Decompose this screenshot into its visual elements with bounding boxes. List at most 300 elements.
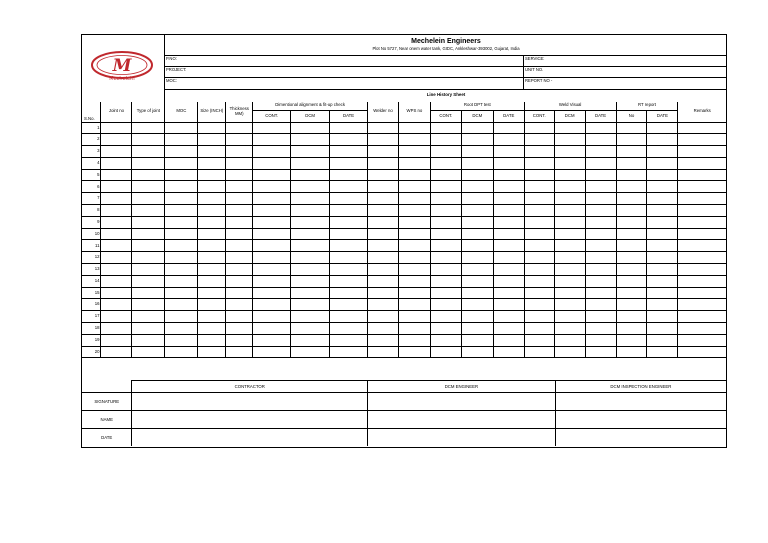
table-cell[interactable] bbox=[291, 323, 330, 335]
table-cell[interactable] bbox=[554, 146, 585, 158]
table-cell[interactable] bbox=[253, 134, 291, 146]
table-cell[interactable] bbox=[165, 146, 198, 158]
table-cell[interactable] bbox=[368, 169, 399, 181]
table-cell[interactable] bbox=[398, 134, 430, 146]
table-cell[interactable] bbox=[165, 311, 198, 323]
table-cell[interactable] bbox=[165, 205, 198, 217]
table-cell[interactable] bbox=[524, 134, 554, 146]
table-cell[interactable] bbox=[253, 311, 291, 323]
table-cell[interactable] bbox=[616, 264, 647, 276]
table-cell[interactable] bbox=[493, 122, 524, 134]
table-cell[interactable] bbox=[524, 193, 554, 205]
table-cell[interactable] bbox=[430, 240, 461, 252]
table-cell[interactable] bbox=[253, 181, 291, 193]
table-cell[interactable] bbox=[585, 299, 616, 311]
table-cell[interactable] bbox=[398, 252, 430, 264]
table-cell[interactable] bbox=[398, 287, 430, 299]
table-cell[interactable] bbox=[330, 181, 368, 193]
table-cell[interactable] bbox=[647, 216, 678, 228]
table-cell[interactable] bbox=[226, 252, 253, 264]
table-cell[interactable] bbox=[101, 157, 132, 169]
table-cell[interactable] bbox=[678, 252, 726, 264]
table-cell[interactable] bbox=[616, 299, 647, 311]
table-cell[interactable] bbox=[678, 240, 726, 252]
table-cell[interactable] bbox=[198, 334, 226, 346]
table-cell[interactable] bbox=[330, 240, 368, 252]
table-cell[interactable] bbox=[198, 193, 226, 205]
table-cell[interactable] bbox=[101, 275, 132, 287]
table-cell[interactable] bbox=[461, 299, 493, 311]
table-cell[interactable] bbox=[198, 216, 226, 228]
table-cell[interactable] bbox=[461, 311, 493, 323]
table-cell[interactable] bbox=[647, 134, 678, 146]
table-cell[interactable] bbox=[226, 240, 253, 252]
table-cell[interactable] bbox=[616, 216, 647, 228]
table-cell[interactable] bbox=[554, 334, 585, 346]
table-cell[interactable] bbox=[398, 181, 430, 193]
table-cell[interactable] bbox=[132, 334, 165, 346]
table-cell[interactable] bbox=[132, 323, 165, 335]
table-cell[interactable] bbox=[226, 157, 253, 169]
table-cell[interactable] bbox=[493, 216, 524, 228]
table-cell[interactable] bbox=[430, 181, 461, 193]
table-cell[interactable] bbox=[291, 193, 330, 205]
table-cell[interactable] bbox=[461, 287, 493, 299]
table-cell[interactable] bbox=[253, 146, 291, 158]
table-cell[interactable] bbox=[430, 299, 461, 311]
table-cell[interactable] bbox=[554, 346, 585, 358]
table-cell[interactable] bbox=[430, 134, 461, 146]
table-cell[interactable] bbox=[493, 299, 524, 311]
table-cell[interactable] bbox=[616, 228, 647, 240]
table-cell[interactable] bbox=[554, 287, 585, 299]
table-cell[interactable] bbox=[616, 275, 647, 287]
table-cell[interactable] bbox=[198, 323, 226, 335]
table-cell[interactable] bbox=[330, 146, 368, 158]
table-cell[interactable] bbox=[647, 334, 678, 346]
table-cell[interactable] bbox=[198, 134, 226, 146]
table-cell[interactable] bbox=[647, 252, 678, 264]
table-cell[interactable] bbox=[398, 122, 430, 134]
table-cell[interactable] bbox=[430, 252, 461, 264]
table-cell[interactable] bbox=[291, 299, 330, 311]
table-cell[interactable] bbox=[430, 146, 461, 158]
table-cell[interactable] bbox=[291, 228, 330, 240]
table-cell[interactable] bbox=[647, 169, 678, 181]
table-cell[interactable] bbox=[253, 252, 291, 264]
table-cell[interactable] bbox=[585, 157, 616, 169]
table-cell[interactable] bbox=[330, 134, 368, 146]
table-cell[interactable] bbox=[368, 275, 399, 287]
table-cell[interactable] bbox=[430, 193, 461, 205]
table-cell[interactable] bbox=[101, 264, 132, 276]
table-cell[interactable] bbox=[253, 346, 291, 358]
table-cell[interactable] bbox=[524, 334, 554, 346]
table-cell[interactable] bbox=[291, 122, 330, 134]
table-cell[interactable] bbox=[493, 264, 524, 276]
table-cell[interactable] bbox=[524, 323, 554, 335]
table-cell[interactable] bbox=[198, 157, 226, 169]
table-cell[interactable] bbox=[493, 346, 524, 358]
table-cell[interactable] bbox=[493, 134, 524, 146]
table-cell[interactable] bbox=[554, 216, 585, 228]
table-cell[interactable] bbox=[165, 216, 198, 228]
table-cell[interactable] bbox=[291, 157, 330, 169]
table-cell[interactable] bbox=[165, 252, 198, 264]
table-cell[interactable] bbox=[616, 157, 647, 169]
table-cell[interactable] bbox=[101, 287, 132, 299]
table-cell[interactable] bbox=[647, 228, 678, 240]
table-cell[interactable] bbox=[461, 346, 493, 358]
table-cell[interactable] bbox=[585, 146, 616, 158]
table-cell[interactable] bbox=[165, 275, 198, 287]
table-cell[interactable] bbox=[616, 146, 647, 158]
table-cell[interactable] bbox=[198, 346, 226, 358]
table-cell[interactable] bbox=[253, 193, 291, 205]
table-cell[interactable] bbox=[226, 134, 253, 146]
table-cell[interactable] bbox=[226, 323, 253, 335]
table-cell[interactable] bbox=[493, 228, 524, 240]
table-cell[interactable] bbox=[398, 311, 430, 323]
table-cell[interactable] bbox=[461, 240, 493, 252]
table-cell[interactable] bbox=[165, 228, 198, 240]
table-cell[interactable] bbox=[678, 311, 726, 323]
table-cell[interactable] bbox=[132, 299, 165, 311]
table-cell[interactable] bbox=[647, 323, 678, 335]
table-cell[interactable] bbox=[616, 346, 647, 358]
table-cell[interactable] bbox=[524, 157, 554, 169]
table-cell[interactable] bbox=[524, 146, 554, 158]
table-cell[interactable] bbox=[585, 275, 616, 287]
table-cell[interactable] bbox=[398, 205, 430, 217]
table-cell[interactable] bbox=[493, 146, 524, 158]
table-cell[interactable] bbox=[330, 122, 368, 134]
table-cell[interactable] bbox=[398, 157, 430, 169]
table-cell[interactable] bbox=[398, 169, 430, 181]
table-cell[interactable] bbox=[226, 122, 253, 134]
table-cell[interactable] bbox=[585, 181, 616, 193]
table-cell[interactable] bbox=[101, 252, 132, 264]
table-cell[interactable] bbox=[330, 252, 368, 264]
table-cell[interactable] bbox=[585, 264, 616, 276]
table-cell[interactable] bbox=[647, 146, 678, 158]
table-cell[interactable] bbox=[398, 346, 430, 358]
table-cell[interactable] bbox=[430, 264, 461, 276]
table-cell[interactable] bbox=[647, 311, 678, 323]
table-cell[interactable] bbox=[132, 240, 165, 252]
table-cell[interactable] bbox=[368, 323, 399, 335]
table-cell[interactable] bbox=[101, 323, 132, 335]
table-cell[interactable] bbox=[524, 275, 554, 287]
table-cell[interactable] bbox=[647, 299, 678, 311]
table-cell[interactable] bbox=[101, 346, 132, 358]
table-cell[interactable] bbox=[585, 228, 616, 240]
table-cell[interactable] bbox=[368, 216, 399, 228]
table-cell[interactable] bbox=[678, 346, 726, 358]
table-cell[interactable] bbox=[165, 193, 198, 205]
table-cell[interactable] bbox=[101, 299, 132, 311]
table-cell[interactable] bbox=[132, 181, 165, 193]
table-cell[interactable] bbox=[493, 287, 524, 299]
table-cell[interactable] bbox=[678, 146, 726, 158]
table-cell[interactable] bbox=[554, 157, 585, 169]
table-cell[interactable] bbox=[101, 205, 132, 217]
table-cell[interactable] bbox=[330, 157, 368, 169]
table-cell[interactable] bbox=[291, 287, 330, 299]
table-cell[interactable] bbox=[493, 252, 524, 264]
table-cell[interactable] bbox=[647, 275, 678, 287]
table-cell[interactable] bbox=[226, 193, 253, 205]
table-cell[interactable] bbox=[368, 134, 399, 146]
table-cell[interactable] bbox=[554, 193, 585, 205]
table-cell[interactable] bbox=[253, 299, 291, 311]
table-cell[interactable] bbox=[616, 205, 647, 217]
table-cell[interactable] bbox=[330, 311, 368, 323]
table-cell[interactable] bbox=[330, 193, 368, 205]
table-cell[interactable] bbox=[330, 323, 368, 335]
table-cell[interactable] bbox=[226, 181, 253, 193]
table-cell[interactable] bbox=[678, 264, 726, 276]
table-cell[interactable] bbox=[398, 323, 430, 335]
table-cell[interactable] bbox=[368, 311, 399, 323]
table-cell[interactable] bbox=[678, 157, 726, 169]
table-cell[interactable] bbox=[647, 122, 678, 134]
table-cell[interactable] bbox=[493, 205, 524, 217]
table-cell[interactable] bbox=[554, 205, 585, 217]
table-cell[interactable] bbox=[524, 252, 554, 264]
table-cell[interactable] bbox=[461, 216, 493, 228]
table-cell[interactable] bbox=[368, 287, 399, 299]
table-cell[interactable] bbox=[368, 193, 399, 205]
table-cell[interactable] bbox=[430, 228, 461, 240]
table-cell[interactable] bbox=[524, 216, 554, 228]
table-cell[interactable] bbox=[226, 264, 253, 276]
table-cell[interactable] bbox=[198, 228, 226, 240]
table-cell[interactable] bbox=[493, 240, 524, 252]
table-cell[interactable] bbox=[616, 252, 647, 264]
table-cell[interactable] bbox=[585, 169, 616, 181]
table-cell[interactable] bbox=[101, 216, 132, 228]
table-cell[interactable] bbox=[616, 311, 647, 323]
table-cell[interactable] bbox=[165, 240, 198, 252]
table-cell[interactable] bbox=[198, 252, 226, 264]
table-cell[interactable] bbox=[165, 122, 198, 134]
table-cell[interactable] bbox=[198, 169, 226, 181]
table-cell[interactable] bbox=[165, 323, 198, 335]
signature-inspection-cell[interactable] bbox=[555, 393, 726, 411]
table-cell[interactable] bbox=[554, 122, 585, 134]
name-dcm-engineer-cell[interactable] bbox=[368, 411, 556, 429]
table-cell[interactable] bbox=[330, 169, 368, 181]
table-cell[interactable] bbox=[165, 157, 198, 169]
table-cell[interactable] bbox=[368, 122, 399, 134]
table-cell[interactable] bbox=[493, 181, 524, 193]
table-cell[interactable] bbox=[291, 205, 330, 217]
table-cell[interactable] bbox=[678, 205, 726, 217]
table-cell[interactable] bbox=[647, 264, 678, 276]
table-cell[interactable] bbox=[101, 193, 132, 205]
table-cell[interactable] bbox=[132, 275, 165, 287]
table-cell[interactable] bbox=[430, 346, 461, 358]
table-cell[interactable] bbox=[461, 169, 493, 181]
table-cell[interactable] bbox=[524, 240, 554, 252]
table-cell[interactable] bbox=[291, 216, 330, 228]
table-cell[interactable] bbox=[291, 264, 330, 276]
table-cell[interactable] bbox=[132, 346, 165, 358]
table-cell[interactable] bbox=[524, 264, 554, 276]
table-cell[interactable] bbox=[554, 181, 585, 193]
table-cell[interactable] bbox=[554, 252, 585, 264]
table-cell[interactable] bbox=[101, 122, 132, 134]
table-cell[interactable] bbox=[678, 275, 726, 287]
table-cell[interactable] bbox=[330, 287, 368, 299]
table-cell[interactable] bbox=[132, 311, 165, 323]
table-cell[interactable] bbox=[226, 287, 253, 299]
table-cell[interactable] bbox=[198, 181, 226, 193]
table-cell[interactable] bbox=[616, 323, 647, 335]
table-cell[interactable] bbox=[101, 228, 132, 240]
table-cell[interactable] bbox=[165, 346, 198, 358]
table-cell[interactable] bbox=[165, 264, 198, 276]
table-cell[interactable] bbox=[165, 287, 198, 299]
table-cell[interactable] bbox=[554, 228, 585, 240]
table-cell[interactable] bbox=[461, 134, 493, 146]
date-contractor-cell[interactable] bbox=[132, 429, 368, 446]
table-cell[interactable] bbox=[398, 299, 430, 311]
table-cell[interactable] bbox=[398, 275, 430, 287]
table-cell[interactable] bbox=[430, 275, 461, 287]
table-cell[interactable] bbox=[398, 264, 430, 276]
table-cell[interactable] bbox=[132, 252, 165, 264]
table-cell[interactable] bbox=[430, 287, 461, 299]
table-cell[interactable] bbox=[430, 157, 461, 169]
table-cell[interactable] bbox=[524, 287, 554, 299]
table-cell[interactable] bbox=[253, 157, 291, 169]
table-cell[interactable] bbox=[493, 193, 524, 205]
table-cell[interactable] bbox=[198, 287, 226, 299]
table-cell[interactable] bbox=[101, 311, 132, 323]
date-dcm-engineer-cell[interactable] bbox=[368, 429, 556, 446]
table-cell[interactable] bbox=[398, 216, 430, 228]
table-cell[interactable] bbox=[398, 334, 430, 346]
table-cell[interactable] bbox=[430, 169, 461, 181]
table-cell[interactable] bbox=[647, 240, 678, 252]
table-cell[interactable] bbox=[291, 169, 330, 181]
table-cell[interactable] bbox=[368, 157, 399, 169]
table-cell[interactable] bbox=[678, 216, 726, 228]
table-cell[interactable] bbox=[461, 205, 493, 217]
table-cell[interactable] bbox=[368, 240, 399, 252]
table-cell[interactable] bbox=[132, 146, 165, 158]
table-cell[interactable] bbox=[253, 287, 291, 299]
table-cell[interactable] bbox=[165, 299, 198, 311]
table-cell[interactable] bbox=[554, 264, 585, 276]
table-cell[interactable] bbox=[253, 323, 291, 335]
table-cell[interactable] bbox=[253, 122, 291, 134]
table-cell[interactable] bbox=[226, 216, 253, 228]
table-cell[interactable] bbox=[132, 122, 165, 134]
table-cell[interactable] bbox=[616, 193, 647, 205]
table-cell[interactable] bbox=[198, 275, 226, 287]
table-cell[interactable] bbox=[493, 323, 524, 335]
table-cell[interactable] bbox=[678, 228, 726, 240]
table-cell[interactable] bbox=[253, 334, 291, 346]
table-cell[interactable] bbox=[678, 299, 726, 311]
table-cell[interactable] bbox=[647, 193, 678, 205]
table-cell[interactable] bbox=[101, 146, 132, 158]
table-cell[interactable] bbox=[585, 311, 616, 323]
table-cell[interactable] bbox=[430, 334, 461, 346]
table-cell[interactable] bbox=[554, 169, 585, 181]
table-cell[interactable] bbox=[678, 134, 726, 146]
table-cell[interactable] bbox=[165, 169, 198, 181]
table-cell[interactable] bbox=[330, 346, 368, 358]
table-cell[interactable] bbox=[678, 181, 726, 193]
table-cell[interactable] bbox=[678, 287, 726, 299]
table-cell[interactable] bbox=[524, 311, 554, 323]
table-cell[interactable] bbox=[330, 299, 368, 311]
table-cell[interactable] bbox=[291, 334, 330, 346]
table-cell[interactable] bbox=[430, 311, 461, 323]
table-cell[interactable] bbox=[585, 134, 616, 146]
table-cell[interactable] bbox=[368, 334, 399, 346]
table-cell[interactable] bbox=[524, 299, 554, 311]
table-cell[interactable] bbox=[226, 275, 253, 287]
table-cell[interactable] bbox=[585, 287, 616, 299]
table-cell[interactable] bbox=[585, 122, 616, 134]
table-cell[interactable] bbox=[198, 122, 226, 134]
table-cell[interactable] bbox=[493, 334, 524, 346]
name-inspection-cell[interactable] bbox=[555, 411, 726, 429]
table-cell[interactable] bbox=[616, 181, 647, 193]
table-cell[interactable] bbox=[430, 122, 461, 134]
table-cell[interactable] bbox=[461, 334, 493, 346]
table-cell[interactable] bbox=[226, 228, 253, 240]
table-cell[interactable] bbox=[132, 216, 165, 228]
table-cell[interactable] bbox=[554, 275, 585, 287]
table-cell[interactable] bbox=[101, 240, 132, 252]
table-cell[interactable] bbox=[461, 157, 493, 169]
table-cell[interactable] bbox=[461, 193, 493, 205]
table-cell[interactable] bbox=[554, 299, 585, 311]
table-cell[interactable] bbox=[461, 181, 493, 193]
table-cell[interactable] bbox=[616, 334, 647, 346]
table-cell[interactable] bbox=[616, 134, 647, 146]
table-cell[interactable] bbox=[132, 228, 165, 240]
table-cell[interactable] bbox=[253, 216, 291, 228]
table-cell[interactable] bbox=[226, 346, 253, 358]
table-cell[interactable] bbox=[461, 264, 493, 276]
table-cell[interactable] bbox=[585, 240, 616, 252]
table-cell[interactable] bbox=[198, 311, 226, 323]
table-cell[interactable] bbox=[398, 240, 430, 252]
table-cell[interactable] bbox=[368, 252, 399, 264]
table-cell[interactable] bbox=[330, 216, 368, 228]
table-cell[interactable] bbox=[678, 169, 726, 181]
table-cell[interactable] bbox=[198, 205, 226, 217]
table-cell[interactable] bbox=[226, 299, 253, 311]
table-cell[interactable] bbox=[368, 264, 399, 276]
table-cell[interactable] bbox=[430, 216, 461, 228]
table-cell[interactable] bbox=[165, 181, 198, 193]
table-cell[interactable] bbox=[132, 134, 165, 146]
table-cell[interactable] bbox=[585, 252, 616, 264]
table-cell[interactable] bbox=[368, 146, 399, 158]
table-cell[interactable] bbox=[585, 346, 616, 358]
table-cell[interactable] bbox=[226, 205, 253, 217]
table-cell[interactable] bbox=[616, 169, 647, 181]
table-cell[interactable] bbox=[101, 134, 132, 146]
